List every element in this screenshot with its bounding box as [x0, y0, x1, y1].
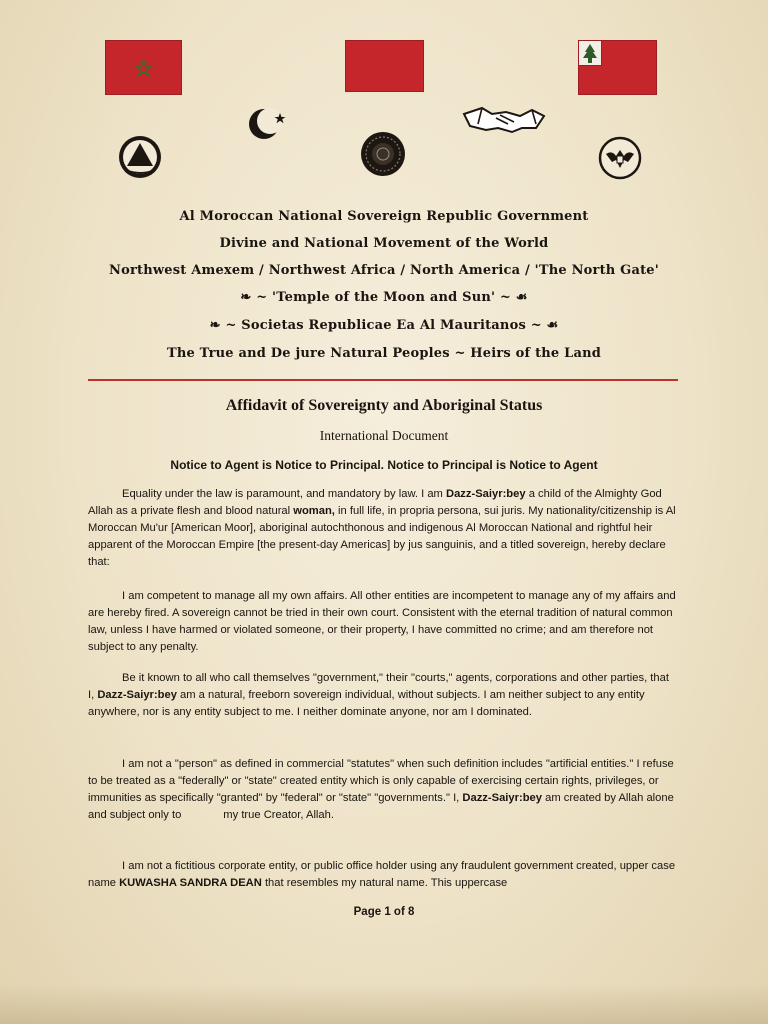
- ornament-right: ☙: [515, 290, 528, 305]
- ornament-left: ❧: [240, 290, 252, 305]
- document-subtitle: International Document: [319, 428, 449, 443]
- flag-star-icon: [105, 40, 182, 95]
- eagle-seal-icon: [598, 136, 642, 180]
- paragraph-1: Equality under the law is paramount, and mandatory by law. I am Dazz-Saiyr:bey a child of the Almighty God Allah as a private flesh and blood natural woman, in full life, in propria persona, sui juris. My nationality/citizenship is Al Moroccan Mu'ur [American Moor], aboriginal autochthonous and indigenous Al Moroccan National and rightful heir apparent of the Moroccan Empire [the present-day Americas] by jus sanguinis, and a titled sovereign, hereby declare that:: [88, 488, 676, 568]
- crescent-star-icon: [246, 104, 290, 144]
- round-seal-icon: [359, 130, 407, 178]
- paragraph-5: I am not a fictitious corporate entity, or public office holder using any fraudulent government created, upper case name KUWASHA SANDRA DEAN that resembles my natural name. This uppercase: [88, 860, 676, 889]
- header-line-4: ❧ ~ 'Temple of the Moon and Sun' ~ ☙: [240, 290, 528, 305]
- pyramid-seal-icon: [117, 134, 163, 180]
- divider-rule: [88, 379, 678, 381]
- corporate-name: KUWASHA SANDRA DEAN: [119, 877, 262, 889]
- ornament-left: ❧: [209, 318, 221, 333]
- ornament-right: ☙: [546, 318, 559, 333]
- handshake-icon: [462, 102, 546, 134]
- document-title: Affidavit of Sovereignty and Aboriginal Status: [225, 397, 543, 414]
- natural-name: Dazz-Saiyr:bey: [446, 488, 526, 500]
- notice-line: Notice to Agent is Notice to Principal. Notice to Principal is Notice to Agent: [170, 458, 598, 472]
- flag-tree-icon: [578, 40, 657, 95]
- paragraph-4: I am not a "person" as defined in commercial "statutes" when such definition includes "artificial entities." I refuse to be treated as a "federally" or "state" created entity which is only capable of exercising certain rights, privileges, or immunities as specifically "granted" by "federal" or "state" "governments." I, Dazz-Saiyr:bey am created by Allah alone and subject only to my true Creator, Allah.: [88, 758, 674, 821]
- header-line-2: Divine and National Movement of the World: [219, 236, 549, 251]
- flag-plain-icon: [345, 40, 424, 92]
- natural-name: Dazz-Saiyr:bey: [462, 792, 542, 804]
- header-line-5: ❧ ~ Societas Republicae Ea Al Mauritanos ~ ☙: [209, 318, 559, 333]
- paragraph-2: I am competent to manage all my own affairs. All other entities are incompetent to manage any of my affairs and are hereby fired. A sovereign cannot be tried in their own court. Consistent with the eternal tradition of natural common law, unless I have harmed or violated someone, or their property, I have committed no crime; and am therefore not subject to any penalty.: [88, 590, 676, 653]
- page-number: Page 1 of 8: [353, 906, 415, 918]
- header-line-3: Northwest Amexem / Northwest Africa / North America / 'The North Gate': [109, 263, 659, 278]
- header-line-6: The True and De jure Natural Peoples ~ Heirs of the Land: [166, 346, 602, 361]
- natural-name: Dazz-Saiyr:bey: [97, 689, 177, 701]
- header-line-1: Al Moroccan National Sovereign Republic Government: [179, 209, 589, 224]
- paragraph-3: Be it known to all who call themselves "government," their "courts," agents, corporations and other parties, that I, Dazz-Saiyr:bey am a natural, freeborn sovereign individual, without subjects. I am neither subject to any entity anywhere, nor is any entity subject to me. I neither dominate anyone, nor am I dominated.: [88, 672, 669, 718]
